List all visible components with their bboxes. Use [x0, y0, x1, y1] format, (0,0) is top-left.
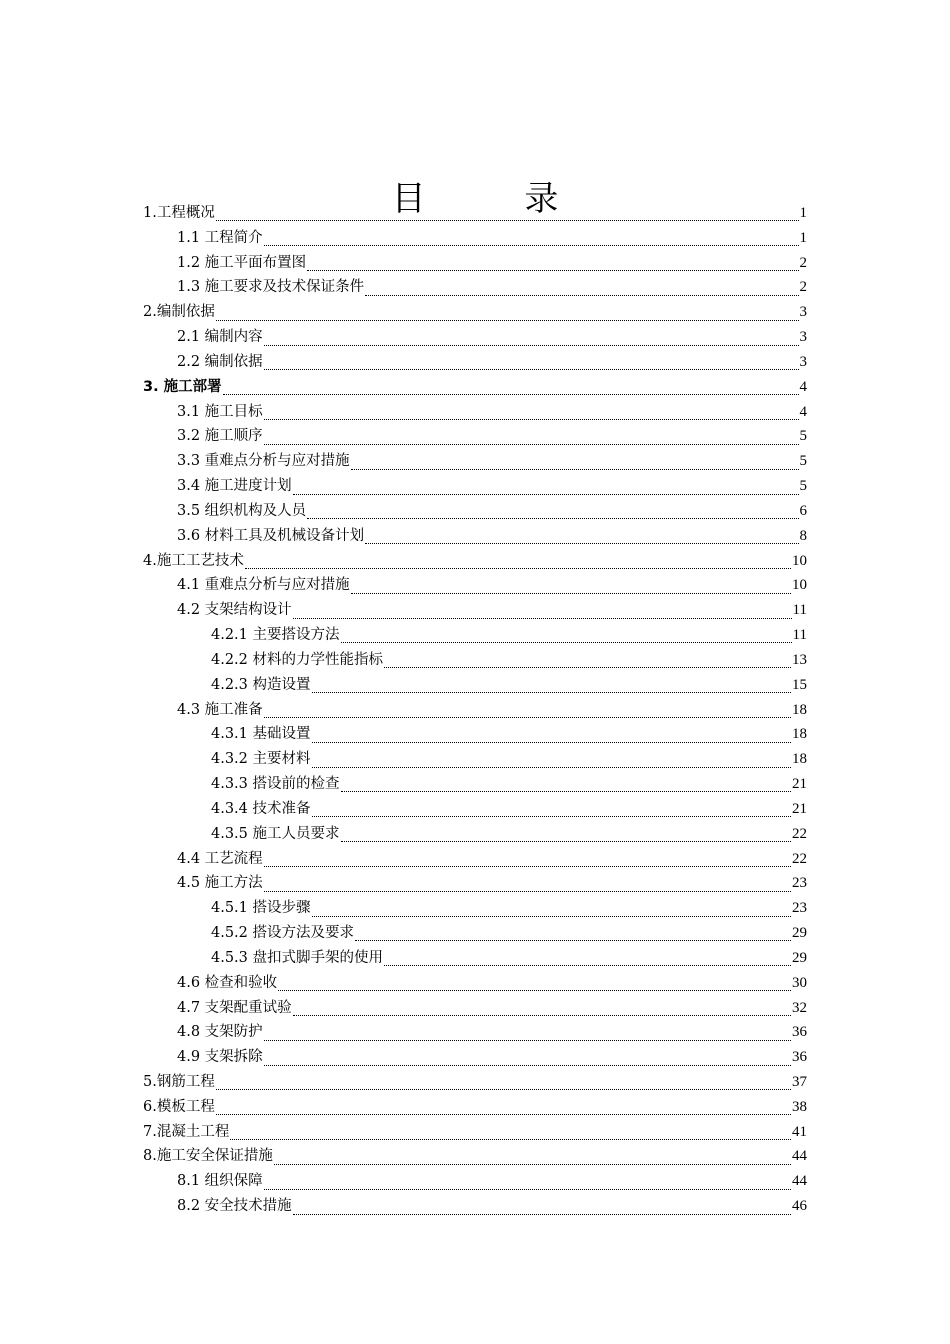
- toc-entry[interactable]: [143, 474, 807, 499]
- toc-dot-leader: [307, 269, 798, 271]
- toc-entry-page-number: 1: [799, 229, 807, 246]
- toc-dot-leader: [223, 393, 799, 395]
- toc-entry[interactable]: [143, 822, 807, 847]
- toc-entry[interactable]: [143, 1020, 807, 1045]
- toc-entry-label: 4.施工工艺技术: [143, 552, 244, 569]
- toc-entry[interactable]: [143, 1169, 807, 1194]
- toc-entry-page-number: 3: [799, 353, 807, 370]
- toc-entry[interactable]: [143, 226, 807, 251]
- toc-entry-page-number: 13: [792, 651, 807, 668]
- toc-entry-label: 4.2.3 构造设置: [211, 676, 311, 693]
- toc-entry[interactable]: [143, 896, 807, 921]
- toc-entry[interactable]: [143, 573, 807, 598]
- toc-entry-label: 8.施工安全保证措施: [143, 1148, 273, 1165]
- toc-entry-label: 1.1 工程简介: [177, 229, 263, 246]
- toc-dot-leader: [216, 1113, 791, 1115]
- toc-entry-label: 2.编制依据: [143, 304, 215, 321]
- toc-entry[interactable]: [143, 946, 807, 971]
- toc-entry-label: 4.3.1 基础设置: [211, 726, 311, 743]
- toc-entry-page-number: 23: [792, 900, 807, 917]
- toc-entry[interactable]: [143, 1070, 807, 1095]
- toc-dot-leader: [274, 1163, 791, 1165]
- toc-title: 目 录: [391, 178, 603, 219]
- toc-dot-leader: [264, 1064, 791, 1066]
- toc-entry-label: 2.1 编制内容: [177, 329, 263, 346]
- toc-entry-page-number: 6: [799, 502, 807, 519]
- toc-entry[interactable]: [143, 424, 807, 449]
- toc-dot-leader: [341, 641, 792, 643]
- toc-entry[interactable]: [143, 201, 807, 226]
- toc-entry-label: 4.2 支架结构设计: [177, 602, 292, 619]
- toc-dot-leader: [264, 244, 799, 246]
- toc-entry-label: 2.2 编制依据: [177, 353, 263, 370]
- toc-entry[interactable]: [143, 747, 807, 772]
- toc-entry-label: 3.5 组织机构及人员: [177, 502, 307, 519]
- toc-entry[interactable]: [143, 1120, 807, 1145]
- toc-entry-label: 3.3 重难点分析与应对措施: [177, 453, 350, 470]
- toc-entry[interactable]: [143, 772, 807, 797]
- toc-dot-leader: [264, 890, 791, 892]
- toc-entry-label: 4.5.1 搭设步骤: [211, 900, 311, 917]
- toc-entry-page-number: 21: [792, 800, 807, 817]
- toc-dot-leader: [351, 592, 791, 594]
- toc-entry-page-number: 5: [799, 478, 807, 495]
- toc-entry-page-number: 22: [792, 850, 807, 867]
- toc-entry[interactable]: [143, 400, 807, 425]
- toc-entry-page-number: 2: [799, 279, 807, 296]
- toc-entry-page-number: 18: [792, 701, 807, 718]
- toc-entry-page-number: 22: [792, 825, 807, 842]
- toc-dot-leader: [245, 567, 791, 569]
- toc-entry-page-number: 41: [792, 1123, 807, 1140]
- toc-entry-page-number: 37: [792, 1073, 807, 1090]
- toc-entry[interactable]: [143, 499, 807, 524]
- toc-entry-label: 4.7 支架配重试验: [177, 999, 292, 1016]
- toc-entry[interactable]: [143, 797, 807, 822]
- toc-dot-leader: [264, 716, 791, 718]
- toc-entry[interactable]: [143, 375, 807, 400]
- toc-entry-page-number: 32: [792, 999, 807, 1016]
- toc-entry[interactable]: [143, 251, 807, 276]
- toc-entry-page-number: 5: [799, 453, 807, 470]
- toc-entry-page-number: 23: [792, 875, 807, 892]
- toc-entry[interactable]: [143, 698, 807, 723]
- toc-entry-label: 4.5.2 搭设方法及要求: [211, 925, 355, 942]
- toc-dot-leader: [365, 294, 798, 296]
- toc-entry-page-number: 2: [799, 254, 807, 271]
- toc-entry-label: 4.6 检查和验收: [177, 974, 278, 991]
- toc-dot-leader: [293, 1213, 791, 1215]
- toc-entry[interactable]: [143, 300, 807, 325]
- toc-entry[interactable]: [143, 996, 807, 1021]
- toc-entry-page-number: 18: [792, 751, 807, 768]
- toc-entry[interactable]: [143, 1144, 807, 1169]
- toc-entry[interactable]: [143, 1045, 807, 1070]
- toc-entry[interactable]: [143, 971, 807, 996]
- toc-entry-label: 3.2 施工顺序: [177, 428, 263, 445]
- toc-entry-page-number: 44: [792, 1148, 807, 1165]
- toc-dot-leader: [307, 517, 798, 519]
- toc-entry[interactable]: [143, 549, 807, 574]
- toc-dot-leader: [264, 1188, 791, 1190]
- toc-entry-label: 4.1 重难点分析与应对措施: [177, 577, 350, 594]
- toc-list: [143, 201, 807, 1219]
- toc-entry[interactable]: [143, 325, 807, 350]
- toc-entry[interactable]: [143, 871, 807, 896]
- toc-entry-label: 3.6 材料工具及机械设备计划: [177, 527, 365, 544]
- toc-entry[interactable]: [143, 449, 807, 474]
- toc-dot-leader: [230, 1138, 791, 1140]
- toc-entry[interactable]: [143, 350, 807, 375]
- toc-entry-page-number: 10: [792, 577, 807, 594]
- toc-entry-page-number: 46: [792, 1198, 807, 1215]
- toc-dot-leader: [312, 766, 791, 768]
- toc-entry-label: 3.1 施工目标: [177, 403, 263, 420]
- toc-dot-leader: [351, 468, 799, 470]
- toc-entry-page-number: 18: [792, 726, 807, 743]
- toc-dot-leader: [264, 443, 799, 445]
- toc-dot-leader: [293, 617, 792, 619]
- toc-entry[interactable]: [143, 1095, 807, 1120]
- toc-dot-leader: [312, 815, 791, 817]
- toc-entry-label: 1.2 施工平面布置图: [177, 254, 307, 271]
- toc-entry-label: 8.1 组织保障: [177, 1173, 263, 1190]
- toc-entry-label: 4.9 支架拆除: [177, 1049, 263, 1066]
- toc-entry[interactable]: [143, 623, 807, 648]
- toc-entry-page-number: 21: [792, 776, 807, 793]
- toc-entry[interactable]: [143, 275, 807, 300]
- toc-dot-leader: [293, 1014, 791, 1016]
- toc-entry-page-number: 5: [799, 428, 807, 445]
- toc-entry-page-number: 30: [792, 974, 807, 991]
- toc-entry-label: 3. 施工部署: [143, 378, 222, 395]
- toc-entry-label: 1.3 施工要求及技术保证条件: [177, 279, 365, 296]
- toc-entry-label: 4.3.2 主要材料: [211, 751, 311, 768]
- toc-entry[interactable]: [143, 1194, 807, 1219]
- toc-entry-page-number: 3: [799, 304, 807, 321]
- toc-dot-leader: [293, 493, 799, 495]
- toc-entry-page-number: 8: [799, 527, 807, 544]
- toc-dot-leader: [355, 939, 791, 941]
- toc-entry-label: 4.3.4 技术准备: [211, 800, 311, 817]
- toc-entry-page-number: 4: [799, 403, 807, 420]
- toc-entry[interactable]: [143, 648, 807, 673]
- toc-entry-label: 4.5 施工方法: [177, 875, 263, 892]
- toc-entry-label: 5.钢筋工程: [143, 1073, 215, 1090]
- toc-entry[interactable]: [143, 722, 807, 747]
- toc-entry-page-number: 11: [792, 602, 807, 619]
- toc-entry-label: 4.2.2 材料的力学性能指标: [211, 651, 384, 668]
- toc-entry-page-number: 29: [792, 949, 807, 966]
- toc-dot-leader: [264, 418, 799, 420]
- toc-dot-leader: [264, 865, 791, 867]
- toc-entry-page-number: 4: [799, 378, 807, 395]
- toc-entry-page-number: 44: [792, 1173, 807, 1190]
- toc-dot-leader: [341, 790, 791, 792]
- toc-entry-page-number: 36: [792, 1024, 807, 1041]
- toc-dot-leader: [312, 691, 791, 693]
- toc-dot-leader: [365, 542, 798, 544]
- toc-entry-page-number: 38: [792, 1098, 807, 1115]
- toc-entry-label: 3.4 施工进度计划: [177, 478, 292, 495]
- toc-entry-page-number: 36: [792, 1049, 807, 1066]
- toc-entry-label: 6.模板工程: [143, 1098, 215, 1115]
- toc-entry-page-number: 29: [792, 925, 807, 942]
- toc-entry-label: 4.2.1 主要搭设方法: [211, 627, 340, 644]
- toc-entry-label: 4.3 施工准备: [177, 701, 263, 718]
- toc-dot-leader: [216, 319, 799, 321]
- toc-entry-page-number: 1: [799, 205, 807, 221]
- toc-entry-page-number: 10: [792, 552, 807, 569]
- toc-dot-leader: [278, 989, 791, 991]
- toc-dot-leader: [312, 915, 791, 917]
- toc-entry-label: 4.3.5 施工人员要求: [211, 825, 340, 842]
- toc-entry[interactable]: [143, 673, 807, 698]
- toc-entry-label: 8.2 安全技术措施: [177, 1198, 292, 1215]
- toc-dot-leader: [264, 1039, 791, 1041]
- toc-dot-leader: [384, 666, 791, 668]
- toc-entry-label: 1.工程概况: [143, 205, 215, 221]
- toc-dot-leader: [312, 741, 791, 743]
- toc-entry-page-number: 11: [792, 627, 807, 644]
- toc-entry-label: 4.8 支架防护: [177, 1024, 263, 1041]
- toc-entry-page-number: 15: [792, 676, 807, 693]
- toc-dot-leader: [216, 1088, 791, 1090]
- toc-dot-leader: [341, 840, 791, 842]
- toc-entry-label: 4.4 工艺流程: [177, 850, 263, 867]
- toc-dot-leader: [384, 964, 791, 966]
- toc-entry[interactable]: [143, 921, 807, 946]
- toc-entry[interactable]: [143, 598, 807, 623]
- toc-entry-label: 7.混凝土工程: [143, 1123, 230, 1140]
- toc-dot-leader: [264, 368, 799, 370]
- toc-entry-page-number: 3: [799, 329, 807, 346]
- toc-dot-leader: [264, 344, 799, 346]
- toc-entry-label: 4.3.3 搭设前的检查: [211, 776, 340, 793]
- toc-entry-label: 4.5.3 盘扣式脚手架的使用: [211, 949, 384, 966]
- toc-dot-leader: [216, 219, 799, 221]
- toc-entry[interactable]: [143, 524, 807, 549]
- toc-entry[interactable]: [143, 847, 807, 872]
